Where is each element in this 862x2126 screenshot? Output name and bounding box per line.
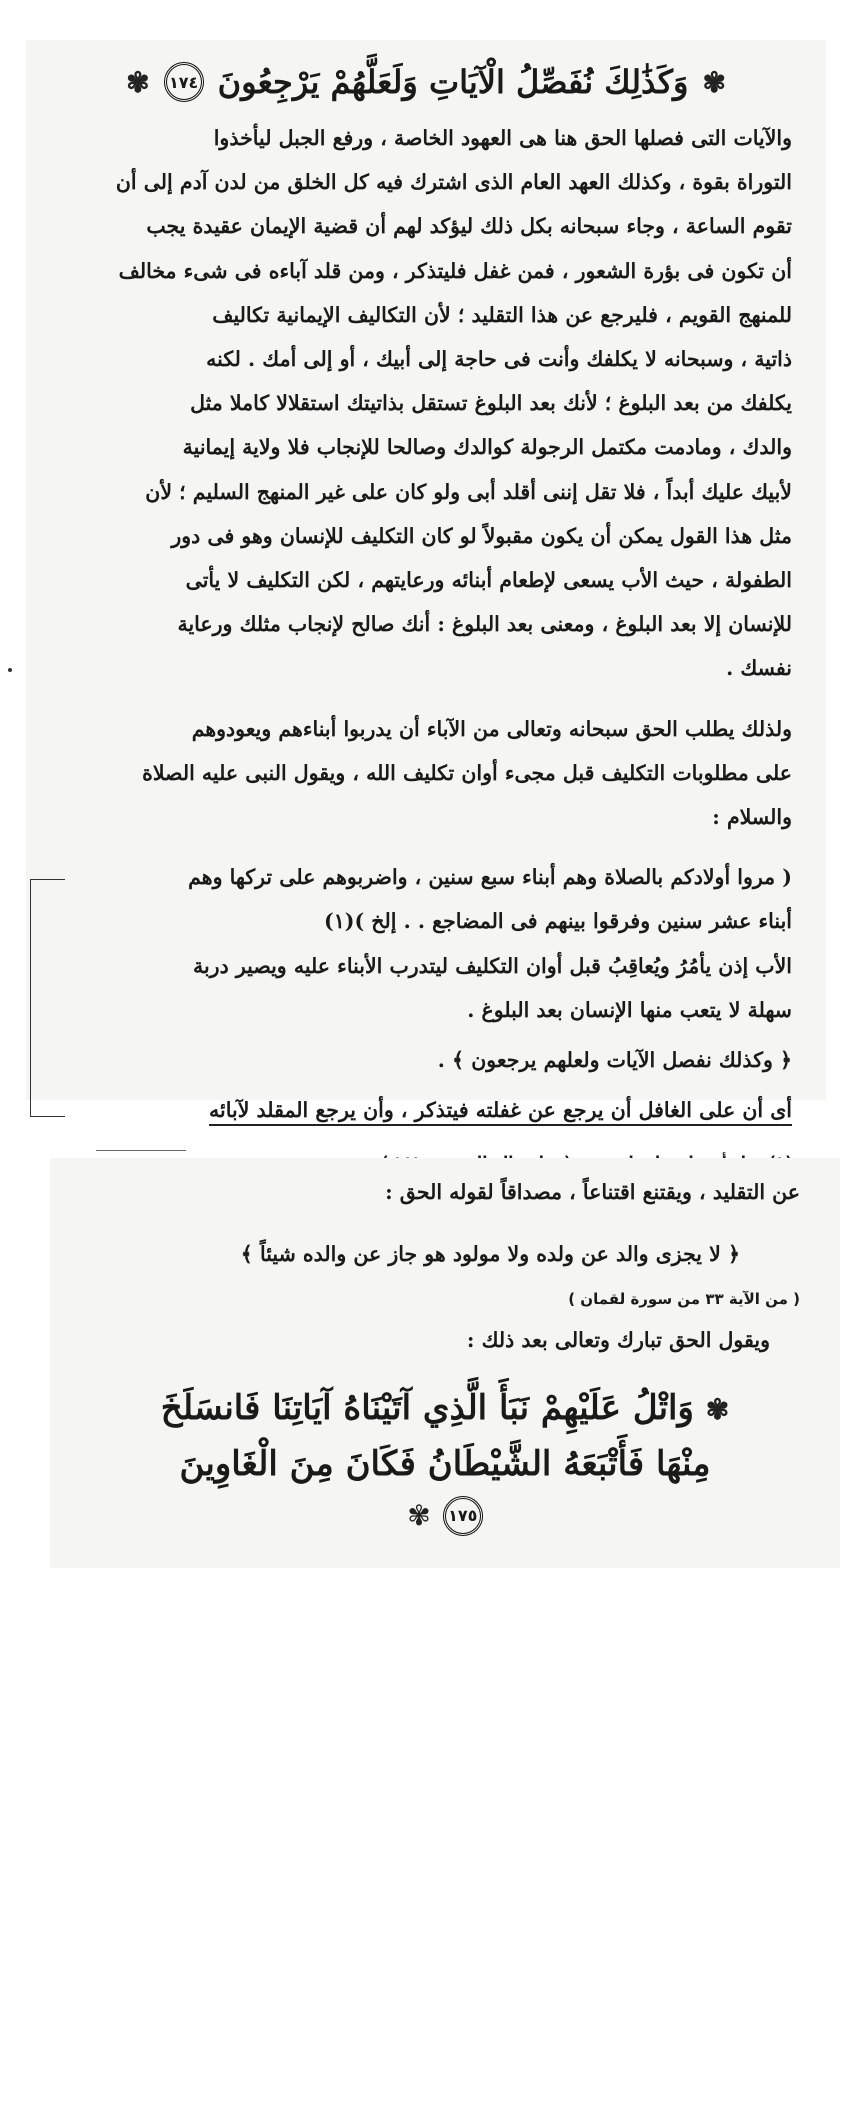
quran-verse: [90, 1381, 800, 1491]
verse-reference: ( من الآية ٣٣ من سورة لقمان ): [568, 1290, 800, 1309]
hadith-block: [60, 839, 792, 1132]
text-line: ولذلك يطلب الحق سبحانه وتعالى من الآباء أن يدربوا أبناءهم ويعودوهم: [191, 716, 792, 741]
ornament-icon: ✾: [126, 65, 150, 99]
text-line: ذاتية ، وسبحانه لا يكلفك وأنت فى حاجة إلى أبيك ، أو إلى أمك . لكنه: [206, 347, 792, 372]
margin-bracket: [30, 879, 65, 1117]
verse-number-badge: ١٧٤: [164, 62, 204, 102]
ornament-icon: ✾: [705, 1392, 730, 1426]
verse-quote: ﴿ لا يجزى والد عن ولده ولا مولود هو جاز عن والده شيئاً ﴾: [240, 1242, 740, 1267]
underlined-text: أى أن على الغافل أن يرجع عن غفلته فيتذكر ، وأن يرجع المقلد لآبائه: [209, 1098, 792, 1126]
ornament-icon: ✾: [702, 65, 726, 99]
page-scan-1: [26, 40, 826, 1123]
text-line: التوراة بقوة ، وكذلك العهد العام الذى اشترك فيه كل الخلق من لدن آدم إلى أن: [115, 170, 792, 195]
text-line: أن تكون فى بؤرة الشعور ، فمن غفل فليتذكر ، ومن قلد آباءه فى شىء مخالف: [118, 258, 792, 283]
commentary-text: [60, 116, 792, 1185]
verse-number-badge: ١٧٥: [443, 1496, 483, 1536]
text-line: والدك ، ومادمت مكتمل الرجولة كوالدك وصالحا للإنجاب فلا ولاية إيمانية: [182, 435, 792, 460]
quran-line-text: وَاتْلُ عَلَيْهِمْ نَبَأَ الَّذِي آتَيْنَاهُ آيَاتِنَا فَانسَلَخَ: [160, 1387, 694, 1428]
text-line: سهلة لا يتعب منها الإنسان بعد البلوغ .: [467, 997, 792, 1022]
text-line: عن التقليد ، ويقتنع اقتناعاً ، مصداقاً لقوله الحق :: [385, 1180, 800, 1204]
text-line: الطفولة ، حيث الأب يسعى لإطعام أبنائه ورعايتهم ، لكن التكليف لا يأتى: [185, 568, 792, 593]
text-line: والآيات التى فصلها الحق هنا هى العهود الخاصة ، ورفع الجبل ليأخذوا: [213, 126, 792, 150]
hadith-line: ( مروا أولادكم بالصلاة وهم أبناء سبع سنين ، واضربوهم على تركها وهم: [188, 865, 792, 890]
quran-line: مِنْهَا فَأَتْبَعَهُ الشَّيْطَانُ فَكَانَ مِنَ الْغَاوِينَ: [179, 1443, 711, 1484]
text-line: نفسك .: [726, 656, 792, 681]
text-line: للإنسان إلا بعد البلوغ ، ومعنى بعد البلوغ : أنك صالح لإنجاب مثلك ورعاية: [177, 612, 792, 637]
verse-header: [60, 54, 792, 110]
commentary-text: [90, 1170, 800, 1276]
verse-quote: ﴿ وكذلك نفصل الآيات ولعلهم يرجعون ﴾ .: [437, 1048, 792, 1073]
text-line: تقوم الساعة ، وجاء سبحانه بكل ذلك ليؤكد لهم أن قضية الإيمان عقيدة يجب: [146, 214, 792, 239]
verse-end: [90, 1491, 800, 1541]
scan-speck: [8, 668, 12, 672]
text-line: ويقول الحق تبارك وتعالى بعد ذلك :: [466, 1328, 770, 1353]
text-line: على مطلوبات التكليف قبل مجىء أوان تكليف الله ، ويقول النبى عليه الصلاة: [142, 760, 792, 785]
page-scan-2: [50, 1158, 840, 1568]
hadith-line: أبناء عشر سنين وفرقوا بينهم فى المضاجع . . إلخ )(١): [324, 909, 792, 934]
text-line: مثل هذا القول يمكن أن يكون مقبولاً لو كان التكليف للإنسان وهو فى دور: [171, 523, 792, 548]
text-line: [60, 1088, 792, 1132]
text-line: للمنهج القويم ، فليرجع عن هذا التقليد ؛ لأن التكاليف الإيمانية تكاليف: [212, 302, 792, 327]
text-line: لأبيك عليك أبداً ، فلا تقل إننى أقلد أبى ولو كان على غير المنهج السليم ؛ لأن: [145, 479, 792, 504]
quran-line: [90, 1381, 800, 1437]
verse-header-text: وَكَذَٰلِكَ نُفَصِّلُ الْآيَاتِ وَلَعَلَّهُمْ يَرْجِعُونَ: [217, 63, 689, 101]
text-line: يكلفك من بعد البلوغ ؛ لأنك بعد البلوغ تستقل بذاتيتك استقلالا كاملا مثل: [190, 391, 792, 416]
commentary-text: [90, 1318, 800, 1362]
ornament-icon: ✾: [407, 1499, 431, 1533]
text-line: الأب إذن يأمُرُ ويُعاقِبُ قبل أوان التكليف ليتدرب الأبناء عليه ويصير دربة: [192, 953, 792, 978]
text-line: والسلام :: [712, 805, 792, 830]
page-separator: [96, 1150, 186, 1151]
